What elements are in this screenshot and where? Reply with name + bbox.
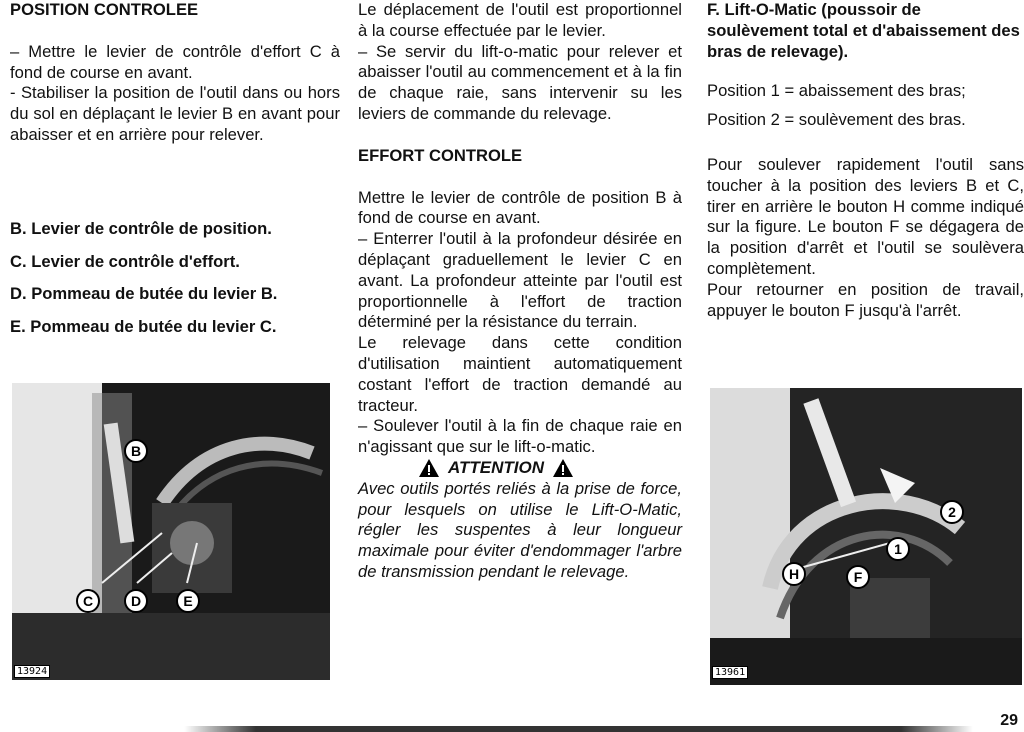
position-para-1: – Mettre le levier de contrôle d'effort C à fond de course en avant.: [10, 41, 340, 82]
lever-illustration: [12, 383, 330, 680]
attention-heading: [418, 458, 682, 479]
callout-2: 2: [940, 500, 964, 524]
photo-number-1: 13924: [14, 665, 50, 678]
effort-para-3: Mettre le levier de contrôle de position B à fond de course en avant.: [358, 187, 682, 228]
attention-label: ATTENTION: [448, 457, 545, 477]
heading-lift-o-matic: F. Lift-O-Matic (poussoir de soulèvement total et d'abaissement des bras de relevage).: [707, 0, 1020, 61]
position-para-2: - Stabiliser la position de l'outil dans ou hors du sol en déplaçant le levier B en avant pour abaisser et en arrière pour relever.: [10, 83, 340, 144]
warning-icon: [552, 458, 574, 478]
position-2-line: Position 2 = soulèvement des bras.: [707, 110, 966, 130]
position-1-line: Position 1 = abaissement des bras;: [707, 81, 966, 101]
column-middle: [358, 0, 682, 583]
effort-para-6: – Soulever l'outil à la fin de chaque raie en n'agissant que sur le lift-o-matic.: [358, 416, 682, 457]
callout-c: C: [76, 589, 100, 613]
column-right: [707, 0, 1024, 321]
callout-d: D: [124, 589, 148, 613]
column-left: [10, 0, 340, 350]
callout-h: H: [782, 562, 806, 586]
lift-o-matic-photo: [710, 388, 1022, 685]
lift-o-matic-illustration: [710, 388, 1022, 685]
heading-position-controlee: POSITION CONTROLEE: [10, 0, 199, 19]
legend-item-c: C. Levier de contrôle d'effort.: [10, 251, 240, 271]
legend: [10, 219, 340, 338]
callout-b: B: [124, 439, 148, 463]
page-number: 29: [1000, 712, 1018, 729]
lift-para-2: Pour retourner en position de travail, appuyer le bouton F jusqu'à l'arrêt.: [707, 279, 1024, 320]
callout-f: F: [846, 565, 870, 589]
photo-number-2: 13961: [712, 666, 748, 679]
effort-para-4: – Enterrer l'outil à la profondeur désirée en déplaçant graduellement le levier C en avant. La profondeur atteinte par l'outil est proportionnelle à l'effort de traction déterminé per la résistance du terrain.: [358, 229, 682, 332]
tractor-lever-photo: [12, 383, 330, 680]
effort-para-2: – Se servir du lift-o-matic pour relever et abaisser l'outil au commencement et à la fin de chaque raie, sans intervenir su les leviers de commande du relevage.: [358, 41, 682, 123]
legend-item-b: B. Levier de contrôle de position.: [10, 218, 272, 238]
warning-icon: [418, 458, 440, 478]
heading-effort-controle: EFFORT CONTROLE: [358, 145, 523, 165]
effort-para-1: Le déplacement de l'outil est proportionnel à la course effectuée par le levier.: [358, 0, 682, 40]
lift-para-1: Pour soulever rapidement l'outil sans toucher à la position des leviers B et C, tirer en arrière le bouton H comme indiqué sur la figure. Le bouton F se dégagera de la position d'arrêt et l'outil se soulèvera complètement.: [707, 154, 1024, 278]
effort-para-5: Le relevage dans cette condition d'utilisation maintient automatiquement costant l'effort de traction demandé au tracteur.: [358, 333, 682, 415]
page-bottom-bar: [0, 726, 1024, 732]
attention-text: Avec outils portés reliés à la prise de force, pour lesquels on utilise le Lift-O-Matic, régler les suspentes à leur longueur maximale pour éviter d'endommager l'arbre de transmission pendant le relevage.: [358, 478, 682, 581]
legend-item-d: D. Pommeau de butée du levier B.: [10, 284, 278, 304]
callout-e: E: [176, 589, 200, 613]
legend-item-e: E. Pommeau de butée du levier C.: [10, 317, 277, 337]
callout-1: 1: [886, 537, 910, 561]
